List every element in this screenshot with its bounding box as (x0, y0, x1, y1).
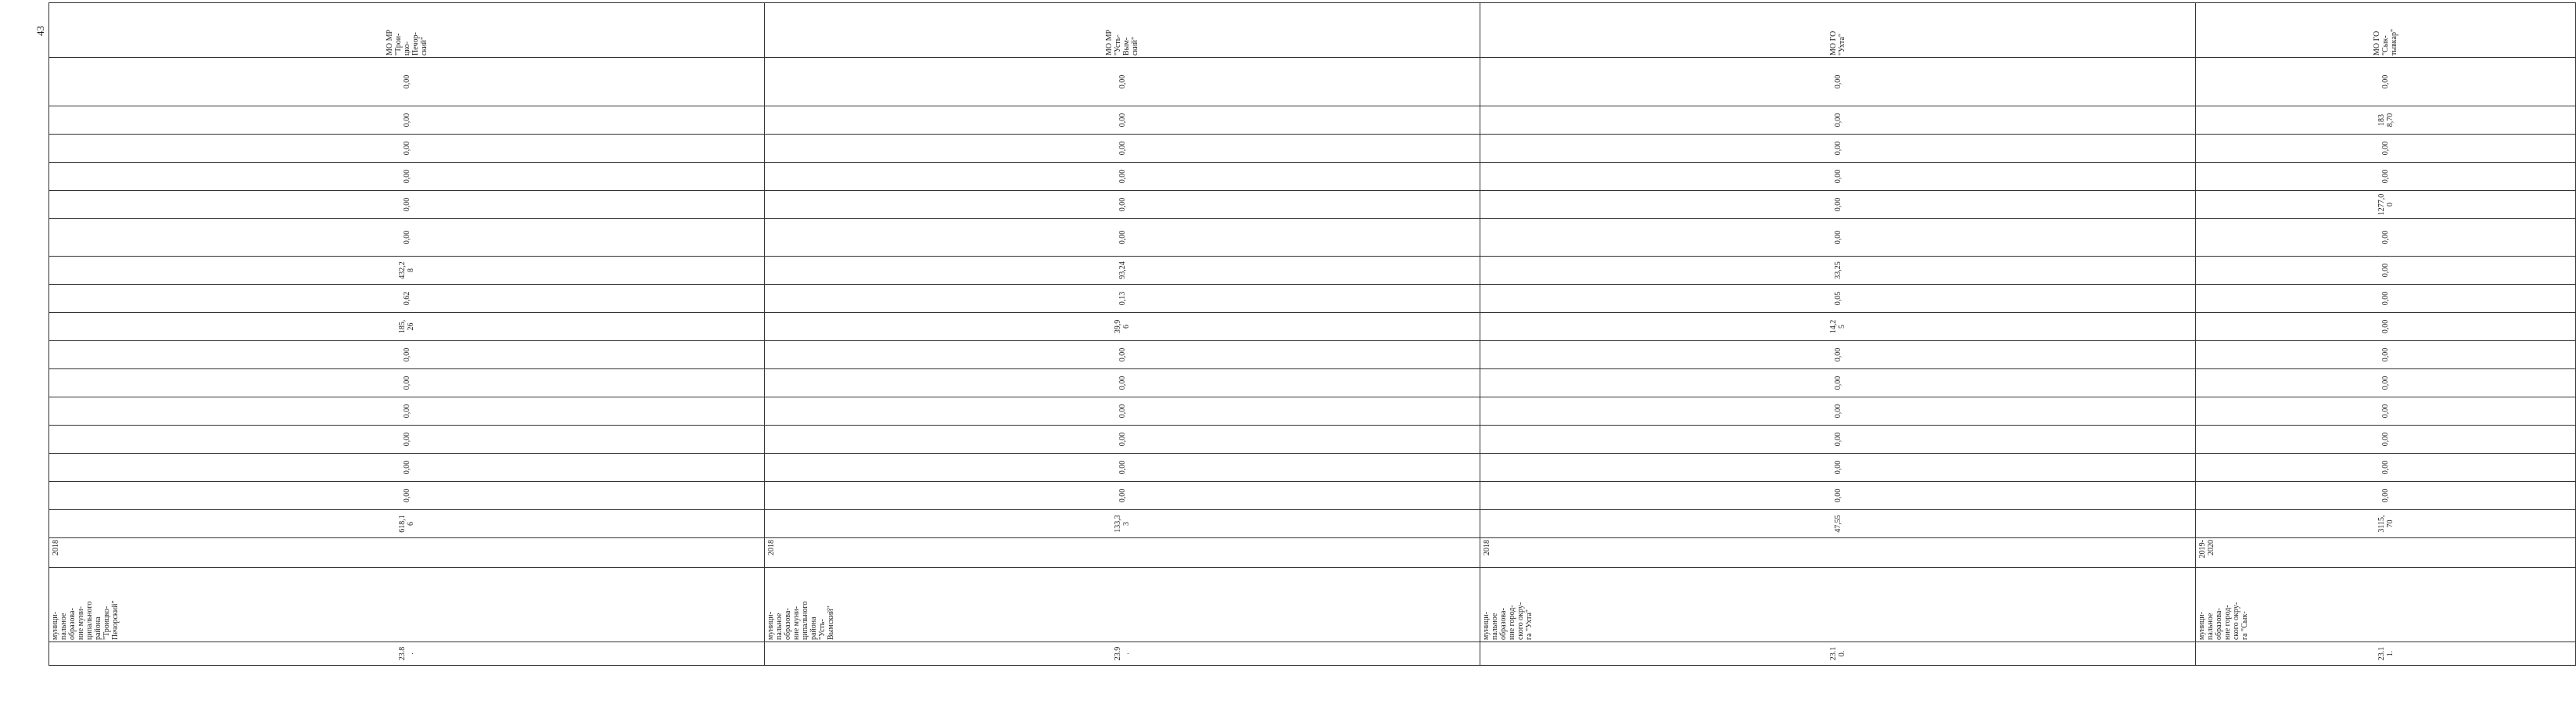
value-cell-text: 0,00 (2381, 291, 2390, 306)
value-cell-text: 0,00 (1833, 197, 1842, 212)
value-cell-text: 3115, 70 (2377, 515, 2395, 533)
value-cell (765, 482, 1480, 510)
year-cell-text: 2018 (52, 540, 60, 555)
row-number-text: 23.1 0. (1829, 646, 1846, 661)
value-cell (2196, 510, 2576, 538)
value-cell-text: 39,9 6 (1114, 319, 1131, 334)
value-cell-text: 0,00 (402, 113, 411, 128)
mo-cell-text: МО МР "Усть- Вым- ский" (1105, 29, 1139, 56)
value-cell-text: 0,00 (1118, 404, 1127, 419)
year-cell-text: 2018 (1483, 540, 1491, 555)
value-cell (1480, 106, 2196, 135)
value-cell-text: 0,00 (402, 197, 411, 212)
value-cell-text: 0,00 (2381, 74, 2390, 89)
table-row (1480, 3, 2196, 666)
org-name (2196, 568, 2576, 642)
value-cell-text: 0,00 (1118, 74, 1127, 89)
value-cell (765, 163, 1480, 191)
value-cell-text: 185, 26 (398, 319, 415, 334)
value-cell (49, 163, 765, 191)
value-cell-text: 0,00 (402, 141, 411, 156)
value-cell (49, 219, 765, 257)
row-number (765, 642, 1480, 666)
value-cell (1480, 426, 2196, 454)
value-cell-text: 0,00 (2381, 263, 2390, 278)
value-cell (49, 341, 765, 369)
row-number-text: 23.9 . (1114, 646, 1131, 661)
value-cell-text: 0,00 (1833, 432, 1842, 447)
value-cell (49, 454, 765, 482)
value-cell (765, 341, 1480, 369)
value-cell (1480, 397, 2196, 426)
value-cell-text: 0,00 (1833, 404, 1842, 419)
row-number (49, 642, 765, 666)
value-cell-text: 0,00 (2381, 432, 2390, 447)
mo-cell-text: МО ГО "Ухта" (1829, 31, 1846, 56)
value-cell-text: 0,00 (2381, 319, 2390, 334)
value-cell (2196, 257, 2576, 285)
value-cell (1480, 510, 2196, 538)
value-cell (1480, 257, 2196, 285)
value-cell-text: 183 8,70 (2377, 113, 2395, 128)
rotated-table-container (48, 23, 2398, 666)
value-cell-text: 0,00 (2381, 230, 2390, 245)
value-cell (49, 135, 765, 163)
table-row (2196, 3, 2576, 666)
year-cell (765, 538, 1480, 568)
value-cell (1480, 58, 2196, 106)
mo-cell (49, 3, 765, 58)
value-cell (1480, 163, 2196, 191)
year-cell (1480, 538, 2196, 568)
mo-cell-text: МО ГО "Сык- тывкар" (2373, 28, 2398, 56)
value-cell (2196, 313, 2576, 341)
value-cell (1480, 369, 2196, 397)
value-cell-text: 0,00 (2381, 460, 2390, 475)
value-cell (49, 58, 765, 106)
row-number (2196, 642, 2576, 666)
row-number (1480, 642, 2196, 666)
value-cell (49, 482, 765, 510)
value-cell (765, 135, 1480, 163)
value-cell (2196, 482, 2576, 510)
value-cell (1480, 341, 2196, 369)
value-cell (2196, 191, 2576, 219)
org-name-text: муници- пальное образова- ние город- ского окру- га "Сык- (2197, 602, 2249, 640)
mo-cell (1480, 3, 2196, 58)
org-name (765, 568, 1480, 642)
value-cell (765, 106, 1480, 135)
value-cell (1480, 285, 2196, 313)
value-cell (765, 191, 1480, 219)
value-cell (1480, 313, 2196, 341)
org-name (49, 568, 765, 642)
year-cell (49, 538, 765, 568)
value-cell (2196, 135, 2576, 163)
org-name-text: муници- пальное образова- ние муни- ципального района "Усть- Вымский" (766, 601, 835, 640)
value-cell (49, 191, 765, 219)
value-cell-text: 133,3 3 (1114, 515, 1131, 533)
value-cell-text: 0,00 (402, 432, 411, 447)
value-cell-text: 0,00 (2381, 169, 2390, 184)
value-cell (765, 510, 1480, 538)
value-cell-text: 0,00 (402, 488, 411, 503)
value-cell-text: 1277,0 0 (2377, 193, 2395, 216)
value-cell (1480, 191, 2196, 219)
value-cell-text: 0,00 (2381, 404, 2390, 419)
value-cell-text: 0,00 (1833, 141, 1842, 156)
value-cell (1480, 454, 2196, 482)
value-cell (49, 426, 765, 454)
value-cell (49, 313, 765, 341)
row-number-text: 23.8 . (398, 646, 415, 661)
value-cell-text: 93,24 (1118, 261, 1127, 279)
value-cell (1480, 219, 2196, 257)
value-cell-text: 0,00 (1118, 347, 1127, 362)
value-cell-text: 0,00 (1118, 113, 1127, 128)
value-cell (49, 257, 765, 285)
value-cell-text: 14,2 5 (1829, 319, 1846, 334)
value-cell-text: 0,00 (1118, 488, 1127, 503)
value-cell (765, 454, 1480, 482)
value-cell (49, 285, 765, 313)
budget-table (48, 2, 2576, 666)
value-cell-text: 33,25 (1833, 261, 1842, 279)
value-cell (765, 257, 1480, 285)
value-cell-text: 0,00 (2381, 376, 2390, 390)
value-cell (2196, 163, 2576, 191)
value-cell (2196, 58, 2576, 106)
mo-cell (2196, 3, 2576, 58)
value-cell-text: 0,00 (2381, 141, 2390, 156)
value-cell-text: 0,00 (1833, 169, 1842, 184)
value-cell-text: 0,00 (1833, 113, 1842, 128)
table-row (49, 3, 765, 666)
value-cell-text: 0,00 (402, 347, 411, 362)
table-row (765, 3, 1480, 666)
year-cell-text: 2019- 2020 (2198, 540, 2215, 559)
org-name (1480, 568, 2196, 642)
mo-cell (765, 3, 1480, 58)
value-cell-text: 0,00 (402, 376, 411, 390)
value-cell-text: 0,13 (1118, 291, 1127, 306)
value-cell (2196, 454, 2576, 482)
value-cell (2196, 369, 2576, 397)
value-cell (765, 58, 1480, 106)
value-cell (765, 219, 1480, 257)
value-cell-text: 0,00 (1833, 488, 1842, 503)
value-cell-text: 0,00 (1118, 141, 1127, 156)
value-cell (2196, 106, 2576, 135)
value-cell (1480, 482, 2196, 510)
value-cell (765, 397, 1480, 426)
value-cell-text: 0,00 (1833, 74, 1842, 89)
mo-cell-text: МО МР "Трои- цко- Печор- ский" (385, 29, 429, 56)
value-cell-text: 432,2 8 (398, 261, 415, 279)
page-number: 43 (34, 26, 46, 36)
value-cell (49, 369, 765, 397)
value-cell-text: 0,00 (1833, 230, 1842, 245)
value-cell-text: 0,00 (402, 230, 411, 245)
value-cell (765, 369, 1480, 397)
value-cell-text: 0,00 (1118, 230, 1127, 245)
value-cell (765, 285, 1480, 313)
value-cell-text: 0,00 (402, 460, 411, 475)
value-cell (49, 106, 765, 135)
org-name-text: муници- пальное образова- ние муни- ципального района "Троицко- Печорский" (51, 600, 120, 640)
value-cell-text: 47,55 (1833, 515, 1842, 533)
value-cell (2196, 426, 2576, 454)
value-cell-text: 0,00 (402, 169, 411, 184)
value-cell-text: 0,00 (1833, 376, 1842, 390)
value-cell-text: 0,00 (1118, 169, 1127, 184)
org-name-text: муници- пальное образова- ние город- ского окру- га "Ухта" (1482, 602, 1534, 640)
value-cell-text: 0,62 (402, 291, 411, 306)
value-cell-text: 0,05 (1833, 291, 1842, 306)
value-cell-text: 0,00 (2381, 488, 2390, 503)
value-cell-text: 0,00 (402, 74, 411, 89)
value-cell-text: 0,00 (1118, 197, 1127, 212)
year-cell-text: 2018 (767, 540, 776, 555)
value-cell-text: 0,00 (1833, 460, 1842, 475)
value-cell-text: 618,1 6 (398, 515, 415, 533)
value-cell (49, 397, 765, 426)
year-cell (2196, 538, 2576, 568)
value-cell-text: 0,00 (1833, 347, 1842, 362)
row-number-text: 23.1 1. (2377, 646, 2395, 661)
table-body (49, 3, 2576, 666)
value-cell (2196, 397, 2576, 426)
value-cell (2196, 341, 2576, 369)
value-cell (2196, 285, 2576, 313)
value-cell-text: 0,00 (402, 404, 411, 419)
value-cell (765, 426, 1480, 454)
value-cell-text: 0,00 (1118, 376, 1127, 390)
value-cell (1480, 135, 2196, 163)
value-cell-text: 0,00 (2381, 347, 2390, 362)
value-cell (49, 510, 765, 538)
value-cell (2196, 219, 2576, 257)
value-cell (765, 313, 1480, 341)
value-cell-text: 0,00 (1118, 432, 1127, 447)
value-cell-text: 0,00 (1118, 460, 1127, 475)
